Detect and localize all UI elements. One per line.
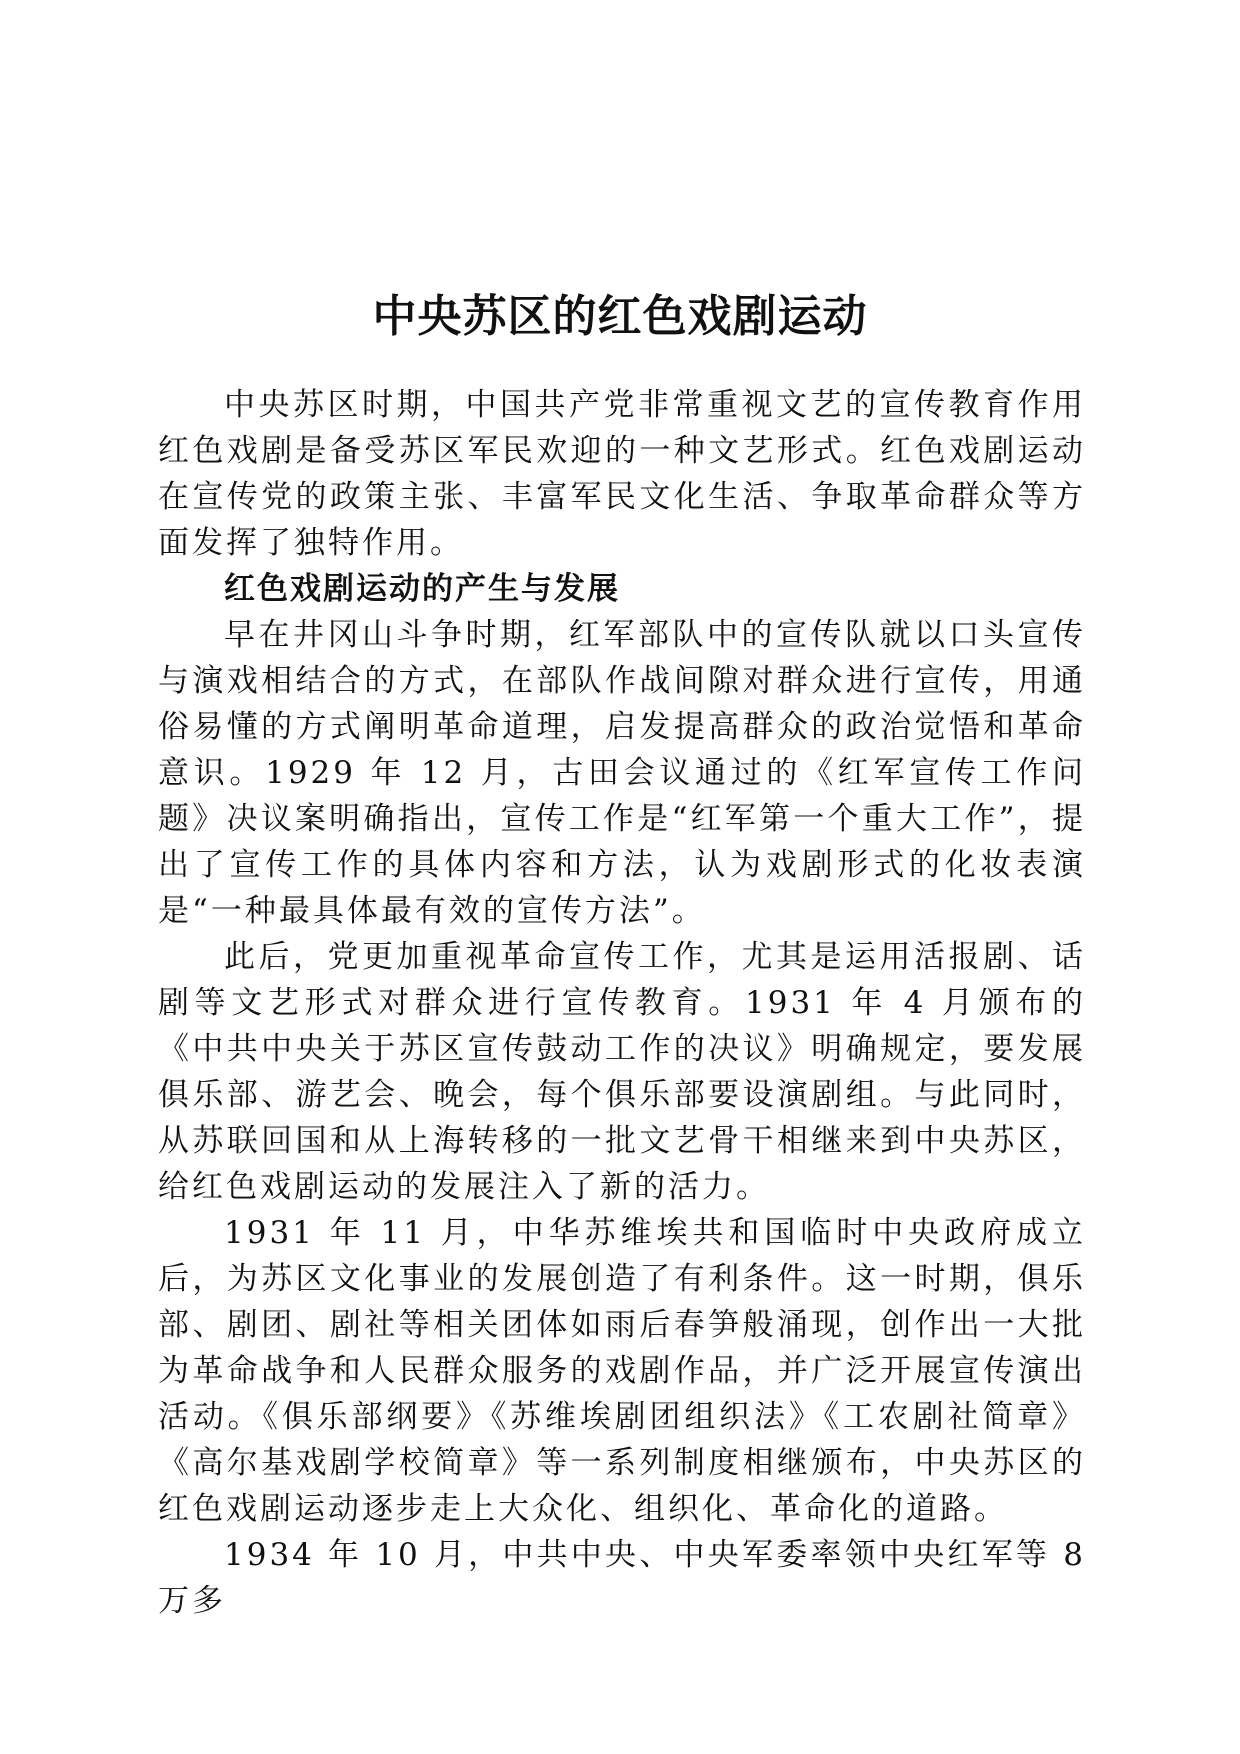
section-heading: 红色戏剧运动的产生与发展 xyxy=(224,571,620,607)
body-paragraph-3: 1931 年 11 月，中华苏维埃共和国临时中央政府成立后，为苏区文化事业的发展创造了有利条件。这一时期，俱乐部、剧团、剧社等相关团体如雨后春笋般涌现，创作出一大批为革命战争和人民群众服务的戏剧作品，并广泛开展宣传演出活动。《俱乐部纲要》《苏维埃剧团组织法》《工农剧社简章》《高尔基戏剧学校简章》等一系列制度相继颁布，中央苏区的红色戏剧运动逐步走上大众化、组织化、革命化的道路。 xyxy=(158,1215,1086,1527)
body-paragraph-2: 此后，党更加重视革命宣传工作，尤其是运用活报剧、话剧等文艺形式对群众进行宣传教育。1931 年 4 月颁布的《中共中央关于苏区宣传鼓动工作的决议》明确规定，要发展俱乐部、游艺会、晚会，每个俱乐部要设演剧组。与此同时，从苏联回国和从上海转移的一批文艺骨干相继来到中央苏区，给红色戏剧运动的发展注入了新的活力。 xyxy=(158,939,1086,1205)
document-title: 中央苏区的红色戏剧运动 xyxy=(372,291,868,343)
body-paragraph-4: 1934 年 10 月，中共中央、中央军委率领中央红军等 8 万多 xyxy=(158,1537,1086,1619)
intro-paragraph: 中央苏区时期，中国共产党非常重视文艺的宣传教育作用红色戏剧是备受苏区军民欢迎的一种文艺形式。红色戏剧运动在宣传党的政策主张、丰富军民文化生活、争取革命群众等方面发挥了独特作用。 xyxy=(158,387,1086,561)
body-paragraph-1: 早在井冈山斗争时期，红军部队中的宣传队就以口头宣传与演戏相结合的方式，在部队作战间隙对群众进行宣传，用通俗易懂的方式阐明革命道理，启发提高群众的政治觉悟和革命意识。1929 年 12 月，古田会议通过的《红军宣传工作问题》决议案明确指出，宣传工作是“红军第一个重大工作”，提出了宣传工作的具体内容和方法，认为戏剧形式的化妆表演是“一种最具体最有效的宣传方法”。 xyxy=(158,617,1086,929)
document-body xyxy=(158,382,1086,1624)
